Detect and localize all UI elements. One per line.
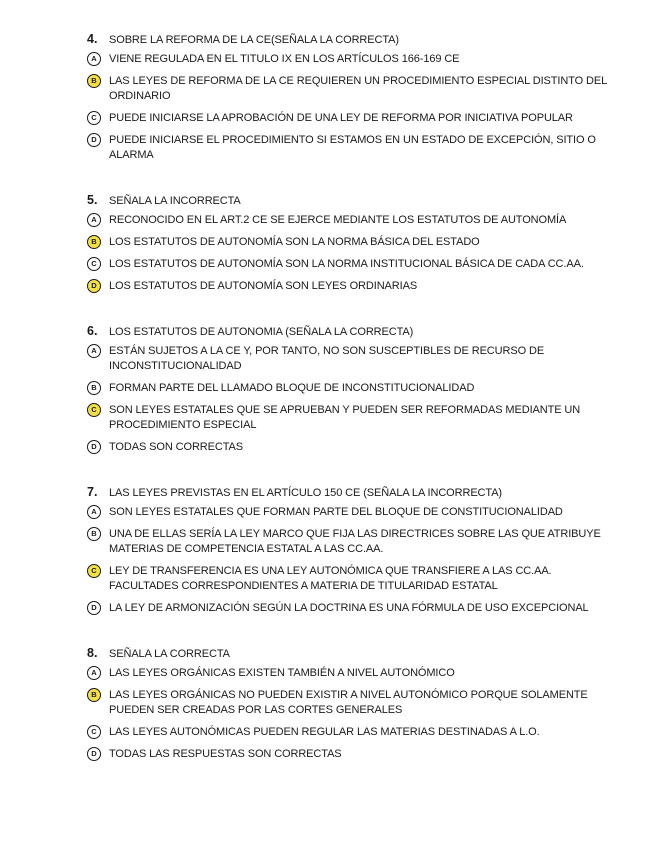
option-a[interactable] (87, 666, 607, 681)
option-letter-badge-highlighted: C (87, 403, 101, 417)
option-letter-badge: B (87, 527, 101, 541)
question-text: SOBRE LA REFORMA DE LA CE(SEÑALA LA CORRECTA) (109, 34, 399, 46)
option-text: VIENE REGULADA EN EL TITULO IX EN LOS ARTÍCULOS 166-169 CE (109, 53, 460, 65)
question-number: 6. (87, 324, 98, 338)
option-text: PUEDE INICIARSE EL PROCEDIMIENTO SI ESTAMOS EN UN ESTADO DE EXCEPCIÓN, SITIO O ALARMA (109, 134, 596, 161)
option-text: UNA DE ELLAS SERÍA LA LEY MARCO QUE FIJA LAS DIRECTRICES SOBRE LAS QUE ATRIBUYE MATERIAS DE COMPETENCIA ESTATAL A LAS CC.AA. (109, 528, 601, 555)
option-letter-badge: A (87, 213, 101, 227)
option-a[interactable] (87, 505, 607, 520)
option-text: PUEDE INICIARSE LA APROBACIÓN DE UNA LEY DE REFORMA POR INICIATIVA POPULAR (109, 112, 573, 124)
option-b[interactable] (87, 688, 607, 718)
option-text: LAS LEYES ORGÁNICAS EXISTEN TAMBIÉN A NIVEL AUTONÓMICO (109, 667, 455, 679)
option-letter-badge-highlighted: B (87, 235, 101, 249)
question-header (87, 324, 607, 342)
option-letter-badge-highlighted: B (87, 688, 101, 702)
option-c[interactable] (87, 725, 607, 740)
option-text: LAS LEYES AUTONÓMICAS PUEDEN REGULAR LAS MATERIAS DESTINADAS A L.O. (109, 726, 540, 738)
option-letter-badge: A (87, 344, 101, 358)
option-c[interactable] (87, 257, 607, 272)
question-text: LOS ESTATUTOS DE AUTONOMIA (SEÑALA LA CORRECTA) (109, 326, 414, 338)
option-letter-badge: D (87, 440, 101, 454)
option-letter-badge: D (87, 133, 101, 147)
option-text: RECONOCIDO EN EL ART.2 CE SE EJERCE MEDIANTE LOS ESTATUTOS DE AUTONOMÍA (109, 214, 567, 226)
option-d[interactable] (87, 279, 607, 294)
option-letter-badge-highlighted: D (87, 279, 101, 293)
question-header (87, 646, 607, 664)
question-6 (87, 324, 607, 462)
option-c[interactable] (87, 111, 607, 126)
question-5 (87, 193, 607, 301)
question-number: 8. (87, 646, 98, 660)
option-c[interactable] (87, 564, 607, 594)
question-7 (87, 485, 607, 623)
option-d[interactable] (87, 133, 607, 163)
option-text: SON LEYES ESTATALES QUE SE APRUEBAN Y PUEDEN SER REFORMADAS MEDIANTE UN PROCEDIMIENTO ESPECIAL (109, 404, 581, 431)
option-letter-badge: C (87, 257, 101, 271)
question-text: SEÑALA LA CORRECTA (109, 648, 230, 660)
option-letter-badge: D (87, 747, 101, 761)
question-header (87, 32, 607, 50)
question-header (87, 485, 607, 503)
question-header (87, 193, 607, 211)
option-c[interactable] (87, 403, 607, 433)
option-text: FORMAN PARTE DEL LLAMADO BLOQUE DE INCONSTITUCIONALIDAD (109, 382, 475, 394)
option-text: LOS ESTATUTOS DE AUTONOMÍA SON LA NORMA INSTITUCIONAL BÁSICA DE CADA CC.AA. (109, 258, 584, 270)
option-a[interactable] (87, 344, 607, 374)
option-letter-badge: C (87, 111, 101, 125)
option-letter-badge-highlighted: C (87, 564, 101, 578)
option-b[interactable] (87, 235, 607, 250)
option-letter-badge-highlighted: B (87, 74, 101, 88)
option-b[interactable] (87, 74, 607, 104)
question-number: 7. (87, 485, 98, 499)
option-text: SON LEYES ESTATALES QUE FORMAN PARTE DEL BLOQUE DE CONSTITUCIONALIDAD (109, 506, 563, 518)
option-b[interactable] (87, 527, 607, 557)
option-text: LOS ESTATUTOS DE AUTONOMÍA SON LEYES ORDINARIAS (109, 280, 418, 292)
option-text: TODAS LAS RESPUESTAS SON CORRECTAS (109, 748, 342, 760)
option-letter-badge: A (87, 505, 101, 519)
option-a[interactable] (87, 52, 607, 67)
option-letter-badge: A (87, 666, 101, 680)
option-text: LAS LEYES DE REFORMA DE LA CE REQUIEREN UN PROCEDIMIENTO ESPECIAL DISTINTO DEL ORDINARIO (109, 75, 607, 102)
question-number: 5. (87, 193, 98, 207)
question-text: LAS LEYES PREVISTAS EN EL ARTÍCULO 150 CE (SEÑALA LA INCORRECTA) (109, 487, 503, 499)
question-8 (87, 646, 607, 769)
option-text: ESTÁN SUJETOS A LA CE Y, POR TANTO, NO SON SUSCEPTIBLES DE RECURSO DE INCONSTITUCIONALIDAD (109, 345, 545, 372)
question-number: 4. (87, 32, 98, 46)
option-text: LOS ESTATUTOS DE AUTONOMÍA SON LA NORMA BÁSICA DEL ESTADO (109, 236, 480, 248)
option-text: LA LEY DE ARMONIZACIÓN SEGÚN LA DOCTRINA ES UNA FÓRMULA DE USO EXCEPCIONAL (109, 602, 589, 614)
option-text: TODAS SON CORRECTAS (109, 441, 243, 453)
option-b[interactable] (87, 381, 607, 396)
option-text: LEY DE TRANSFERENCIA ES UNA LEY AUTONÓMICA QUE TRANSFIERE A LAS CC.AA. FACULTADES CORRESPONDIENTES A MATERIA DE TITULARIDAD ESTATAL (109, 565, 552, 592)
option-letter-badge: C (87, 725, 101, 739)
question-text: SEÑALA LA INCORRECTA (109, 195, 241, 207)
question-4 (87, 32, 607, 170)
option-text: LAS LEYES ORGÁNICAS NO PUEDEN EXISTIR A NIVEL AUTONÓMICO PORQUE SOLAMENTE PUEDEN SER CREADAS POR LAS CORTES GENERALES (109, 689, 588, 716)
option-d[interactable] (87, 440, 607, 455)
option-letter-badge: A (87, 52, 101, 66)
option-letter-badge: B (87, 381, 101, 395)
option-d[interactable] (87, 747, 607, 762)
option-letter-badge: D (87, 601, 101, 615)
option-a[interactable] (87, 213, 607, 228)
option-d[interactable] (87, 601, 607, 616)
